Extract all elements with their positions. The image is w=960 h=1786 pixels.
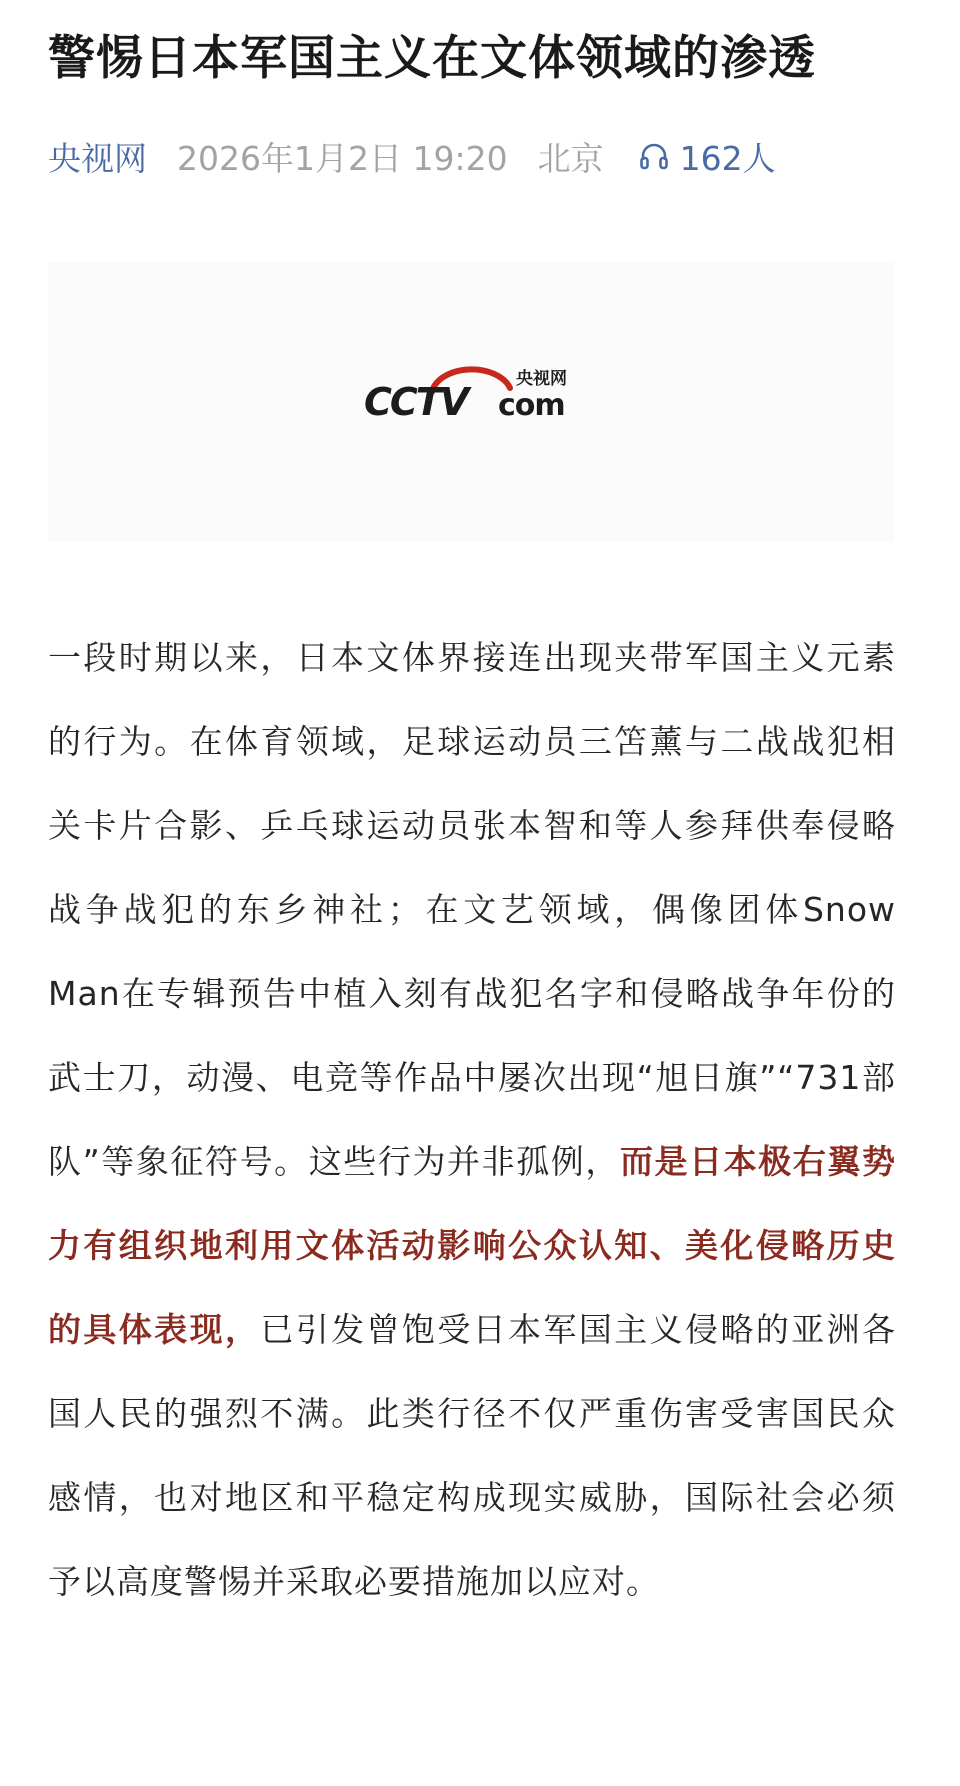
- publish-datetime: 2026年1月2日 19:20: [177, 138, 508, 178]
- article-title: 警惕日本军国主义在文体领域的渗透: [48, 31, 816, 86]
- publish-location: 北京: [537, 138, 604, 178]
- article-meta: [48, 134, 908, 178]
- article-body: [48, 616, 896, 1624]
- body-part-2: 已引发曾饱受日本军国主义侵略的亚洲各国人民的强烈不满。此类行径不仅严重伤害受害国民众感情，也对地区和平稳定构成现实威胁，国际社会必须予以高度警惕并采取必要措施加以应对。: [48, 1310, 897, 1601]
- article: [48, 22, 908, 1657]
- headphones-icon: [638, 140, 670, 172]
- article-image[interactable]: [48, 262, 894, 542]
- source-link[interactable]: 央视网: [48, 138, 147, 178]
- logo-main-text: CCTV: [364, 380, 468, 424]
- body-part-1: 一段时期以来，日本文体界接连出现夹带军国主义元素的行为。在体育领域，足球运动员三笘薰与二战战犯相关卡片合影、乒乓球运动员张本智和等人参拜供奉侵略战争战犯的东乡神社；在文艺领域，偶像团体Snow Man在专辑预告中植入刻有战犯名字和侵略战争年份的武士刀，动漫、电竞等作品中屡次出现“旭日旗”“731部队”等象征符号。这些行为并非孤例，: [48, 638, 896, 1181]
- listen-count: 162人: [679, 138, 776, 178]
- cctv-logo: [364, 358, 584, 428]
- logo-cn-text: 央视网: [516, 369, 567, 389]
- listen-button[interactable]: [638, 133, 776, 180]
- body-highlight: 而是日本极右翼势力有组织地利用文体活动影响公众认知、美化侵略历史的具体表现，: [48, 1142, 896, 1349]
- logo-com-text: com: [498, 388, 565, 423]
